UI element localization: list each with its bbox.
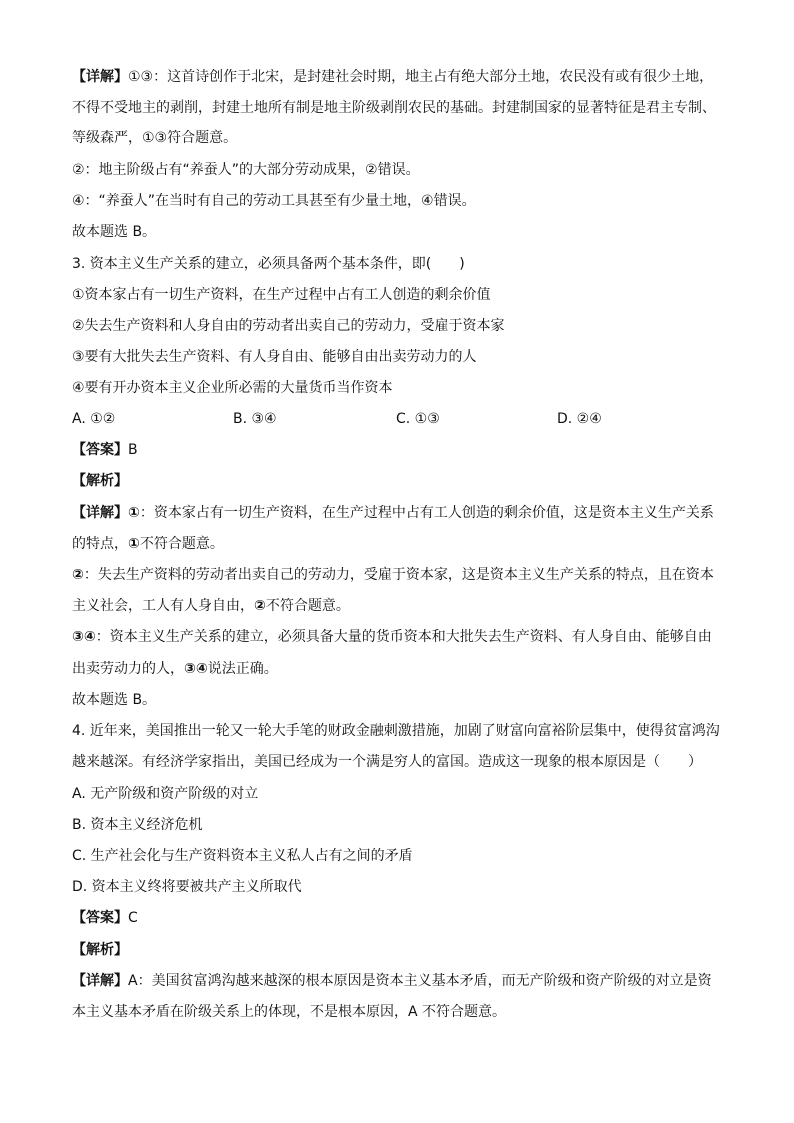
q3-conclusion: 故本题选 B。 — [72, 692, 157, 708]
q3-detail-line-6 — [72, 659, 732, 679]
q3-statement-2: ②失去生产资料和人身自由的劳动者出卖自己的劳动力，受雇于资本家 — [72, 318, 505, 334]
detail-text: A：美国贫富鸿沟越来越深的根本原因是资本主义基本矛盾，而无产阶级和资产阶级的对立是资 — [128, 973, 712, 989]
q2-detail-line-4: ②：地主阶级占有“养蚕人”的大部分劳动成果，②错误。 — [72, 162, 420, 178]
answer-tag: 【答案】 — [72, 910, 128, 926]
q3-detail-line-4 — [72, 596, 732, 616]
q4-detail-line-1 — [72, 971, 732, 991]
q3-detail-line-2 — [72, 534, 732, 554]
detail-text: 说法正确。 — [207, 661, 278, 677]
q3-statement-1: ①资本家占有一切生产资料，在生产过程中占有工人创造的剩余价值 — [72, 287, 491, 303]
detail-tag: 【详解】 — [72, 505, 128, 521]
item-marker: ③④ — [72, 629, 96, 645]
q4-stem-line-2: 越来越深。有经济学家指出，美国已经成为一个满是穷人的富国。造成这一现象的根本原因是（ ） — [72, 754, 702, 770]
q2-detail-line-1 — [72, 67, 732, 87]
detail-text: ：失去生产资料的劳动者出卖自己的劳动力，受雇于资本家，这是资本主义生产关系的特点，且在资本 — [83, 567, 714, 583]
item-marker: ③④ — [184, 661, 208, 677]
q3-statement-4: ④要有开办资本主义企业所必需的大量货币当作资本 — [72, 380, 393, 396]
detail-text: ：资本主义生产关系的建立，必须具备大量的货币资本和大批失去生产资料、有人身自由、能够自由 — [95, 629, 712, 645]
detail-text: 出卖劳动力的人， — [72, 661, 184, 677]
item-marker: ① — [128, 536, 140, 552]
q4-option-c: C. 生产社会化与生产资料资本主义私人占有之间的矛盾 — [72, 848, 413, 864]
answer-value: B — [128, 442, 138, 458]
q3-option-c: C. ①③ — [396, 411, 440, 427]
detail-tag: 【详解】 — [72, 973, 128, 989]
q4-detail-line-2: 本主义基本矛盾在阶级关系上的体现，不是根本原因，A 不符合题意。 — [72, 1004, 507, 1020]
q2-detail-line-2: 不得不受地主的剥削，封建土地所有制是地主阶级剥削农民的基础。封建制国家的显著特征是君主专制、 — [72, 100, 716, 116]
detail-text: ①③：这首诗创作于北宋，是封建社会时期，地主占有绝大部分土地，农民没有或有很少土地， — [128, 69, 714, 85]
answer-value: C — [128, 910, 138, 926]
detail-text: 主义社会，工人有人身自由， — [72, 598, 254, 614]
q2-detail-line-5: ④：“养蚕人”在当时有自己的劳动工具甚至有少量土地，④错误。 — [72, 193, 476, 209]
detail-text: 不符合题意。 — [265, 598, 350, 614]
q3-answer — [72, 440, 732, 460]
detail-text: 的特点， — [72, 536, 128, 552]
answer-tag: 【答案】 — [72, 442, 128, 458]
q2-conclusion: 故本题选 B。 — [72, 224, 157, 240]
q4-answer — [72, 908, 732, 928]
q4-analysis-tag: 【解析】 — [72, 942, 128, 958]
q4-option-a: A. 无产阶级和资产阶级的对立 — [72, 786, 259, 802]
q4-option-b: B. 资本主义经济危机 — [72, 817, 203, 833]
q3-detail-line-5 — [72, 627, 732, 647]
q3-detail-line-3 — [72, 565, 732, 585]
q4-option-d: D. 资本主义终将要被共产主义所取代 — [72, 879, 302, 895]
q3-option-b: B. ③④ — [233, 411, 277, 427]
q4-stem-line-1: 4. 近年来，美国推出一轮又一轮大手笔的财政金融刺激措施，加剧了财富向富裕阶层集中，使得贫富鸿沟 — [72, 723, 720, 739]
detail-text: ：资本家占有一切生产资料，在生产过程中占有工人创造的剩余价值，这是资本主义生产关系 — [139, 505, 714, 521]
q3-option-a: A. ①② — [72, 411, 116, 427]
item-marker: ② — [72, 567, 84, 583]
item-marker: ② — [254, 598, 266, 614]
item-marker: ① — [128, 505, 140, 521]
q3-analysis-tag: 【解析】 — [72, 473, 128, 489]
q3-detail-line-1 — [72, 503, 732, 523]
detail-text: 不符合题意。 — [139, 536, 224, 552]
q3-stem: 3. 资本主义生产关系的建立，必须具备两个基本条件，即( ) — [72, 256, 465, 272]
q2-detail-line-3: 等级森严，①③符合题意。 — [72, 130, 238, 146]
detail-tag: 【详解】 — [72, 69, 128, 85]
q3-statement-3: ③要有大批失去生产资料、有人身自由、能够自由出卖劳动力的人 — [72, 349, 477, 365]
q3-option-d: D. ②④ — [557, 411, 602, 427]
